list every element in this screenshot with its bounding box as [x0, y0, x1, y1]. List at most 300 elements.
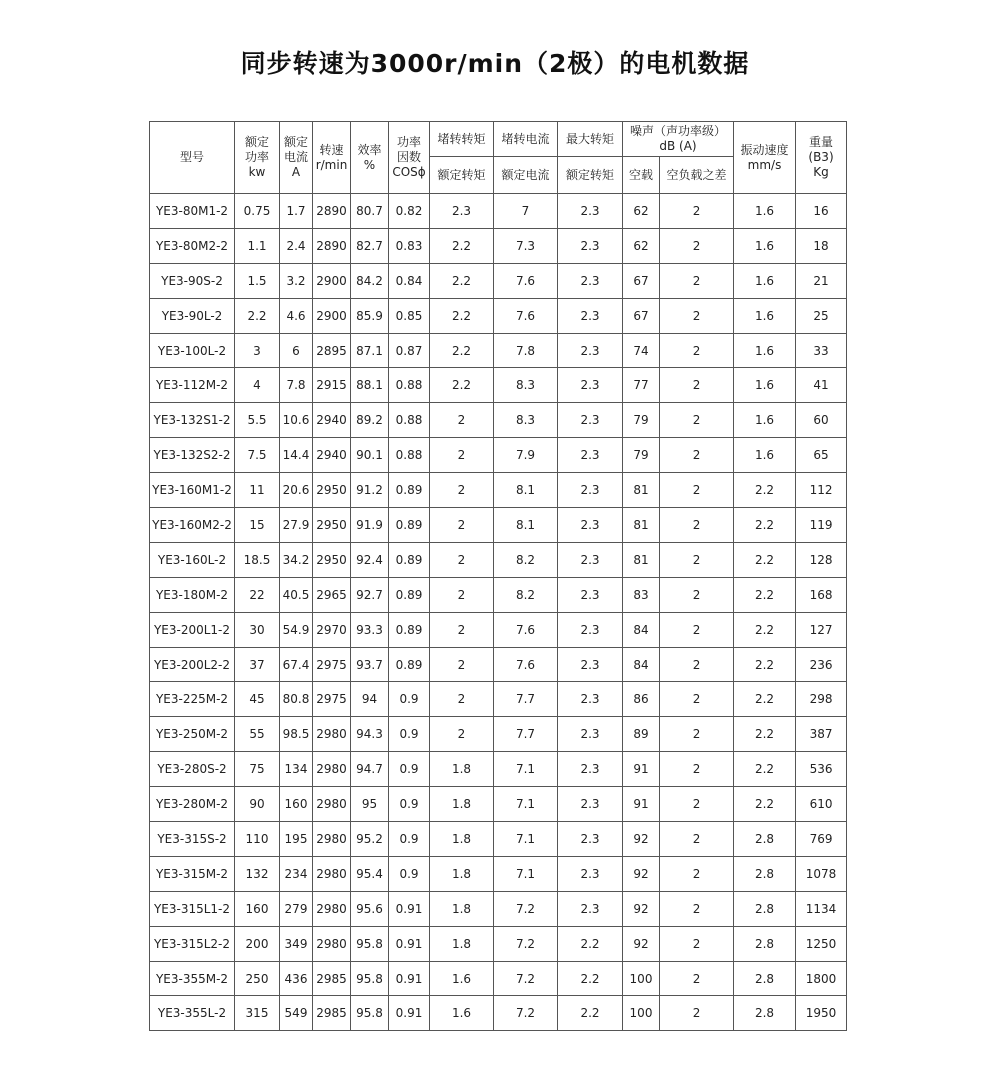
value-cell: 7.1 — [494, 856, 558, 891]
value-cell: 134 — [280, 752, 313, 787]
value-cell: 2.8 — [734, 926, 796, 961]
value-cell: 2980 — [313, 856, 351, 891]
value-cell: 168 — [796, 577, 847, 612]
value-cell: 1.8 — [430, 856, 494, 891]
value-cell: 55 — [235, 717, 280, 752]
model-cell: YE3-250M-2 — [150, 717, 235, 752]
value-cell: 0.84 — [389, 263, 430, 298]
value-cell: 2.3 — [558, 438, 623, 473]
value-cell: 7.7 — [494, 717, 558, 752]
value-cell: 2.8 — [734, 822, 796, 857]
value-cell: 315 — [235, 996, 280, 1031]
value-cell: 0.91 — [389, 996, 430, 1031]
value-cell: 110 — [235, 822, 280, 857]
value-cell: 298 — [796, 682, 847, 717]
value-cell: 2.3 — [558, 822, 623, 857]
model-cell: YE3-90L-2 — [150, 298, 235, 333]
value-cell: 1.8 — [430, 752, 494, 787]
value-cell: 2 — [430, 508, 494, 543]
value-cell: 2.2 — [734, 682, 796, 717]
value-cell: 5.5 — [235, 403, 280, 438]
value-cell: 2.3 — [558, 263, 623, 298]
value-cell: 18.5 — [235, 542, 280, 577]
table-row — [150, 194, 847, 229]
value-cell: 0.82 — [389, 194, 430, 229]
value-cell: 83 — [623, 577, 660, 612]
value-cell: 2.3 — [558, 194, 623, 229]
value-cell: 7 — [494, 194, 558, 229]
value-cell: 3 — [235, 333, 280, 368]
value-cell: 2.3 — [558, 787, 623, 822]
model-cell: YE3-160L-2 — [150, 542, 235, 577]
table-row — [150, 263, 847, 298]
value-cell: 2 — [660, 996, 734, 1031]
table-row — [150, 403, 847, 438]
value-cell: 2.2 — [430, 333, 494, 368]
value-cell: 2.3 — [558, 333, 623, 368]
value-cell: 18 — [796, 228, 847, 263]
value-cell: 94.3 — [351, 717, 389, 752]
table-row — [150, 298, 847, 333]
value-cell: 7.6 — [494, 612, 558, 647]
value-cell: 2 — [660, 368, 734, 403]
value-cell: 7.9 — [494, 438, 558, 473]
value-cell: 2.4 — [280, 228, 313, 263]
value-cell: 0.9 — [389, 682, 430, 717]
value-cell: 2.2 — [558, 926, 623, 961]
header-locked-current: 堵转电流 — [494, 122, 558, 157]
table-row — [150, 438, 847, 473]
value-cell: 2975 — [313, 647, 351, 682]
value-cell: 1.5 — [235, 263, 280, 298]
value-cell: 2980 — [313, 891, 351, 926]
value-cell: 549 — [280, 996, 313, 1031]
value-cell: 2950 — [313, 542, 351, 577]
model-cell: YE3-80M2-2 — [150, 228, 235, 263]
value-cell: 1.6 — [734, 263, 796, 298]
value-cell: 2.2 — [734, 473, 796, 508]
value-cell: 1.6 — [430, 961, 494, 996]
value-cell: 2 — [660, 298, 734, 333]
value-cell: 2 — [660, 926, 734, 961]
value-cell: 7.7 — [494, 682, 558, 717]
value-cell: 95.4 — [351, 856, 389, 891]
value-cell: 2 — [430, 542, 494, 577]
header-row — [150, 122, 847, 157]
value-cell: 2 — [660, 961, 734, 996]
header-vibration: 振动速度 mm/s — [734, 122, 796, 194]
value-cell: 1.6 — [734, 368, 796, 403]
value-cell: 349 — [280, 926, 313, 961]
table-row — [150, 473, 847, 508]
value-cell: 200 — [235, 926, 280, 961]
value-cell: 127 — [796, 612, 847, 647]
value-cell: 2.3 — [558, 368, 623, 403]
table-row — [150, 612, 847, 647]
value-cell: 7.2 — [494, 961, 558, 996]
value-cell: 11 — [235, 473, 280, 508]
model-cell: YE3-280M-2 — [150, 787, 235, 822]
subheader-rated-torque: 额定转矩 — [430, 157, 494, 194]
table-row — [150, 822, 847, 857]
value-cell: 2 — [660, 403, 734, 438]
value-cell: 2970 — [313, 612, 351, 647]
value-cell: 1078 — [796, 856, 847, 891]
value-cell: 0.91 — [389, 891, 430, 926]
header-max-torque: 最大转矩 — [558, 122, 623, 157]
model-cell: YE3-200L2-2 — [150, 647, 235, 682]
value-cell: 0.91 — [389, 926, 430, 961]
value-cell: 2 — [660, 647, 734, 682]
table-row — [150, 368, 847, 403]
model-cell: YE3-315L2-2 — [150, 926, 235, 961]
value-cell: 0.85 — [389, 298, 430, 333]
value-cell: 2 — [660, 194, 734, 229]
table-row — [150, 717, 847, 752]
value-cell: 2.2 — [430, 228, 494, 263]
value-cell: 92.4 — [351, 542, 389, 577]
table-row — [150, 333, 847, 368]
value-cell: 2 — [660, 263, 734, 298]
value-cell: 0.88 — [389, 438, 430, 473]
motor-data-table — [149, 121, 847, 1031]
value-cell: 92 — [623, 822, 660, 857]
value-cell: 1950 — [796, 996, 847, 1031]
value-cell: 2895 — [313, 333, 351, 368]
value-cell: 7.8 — [494, 333, 558, 368]
value-cell: 195 — [280, 822, 313, 857]
table-row — [150, 856, 847, 891]
page-title: 同步转速为3000r/min（2极）的电机数据 — [240, 49, 750, 78]
value-cell: 7.6 — [494, 298, 558, 333]
value-cell: 2 — [660, 717, 734, 752]
value-cell: 84 — [623, 647, 660, 682]
value-cell: 2.2 — [235, 298, 280, 333]
value-cell: 132 — [235, 856, 280, 891]
value-cell: 2.2 — [734, 787, 796, 822]
value-cell: 160 — [235, 891, 280, 926]
value-cell: 34.2 — [280, 542, 313, 577]
table-row — [150, 508, 847, 543]
value-cell: 2.3 — [558, 682, 623, 717]
value-cell: 91.9 — [351, 508, 389, 543]
header-noise: 噪声（声功率级） dB (A) — [623, 122, 734, 157]
value-cell: 2.3 — [558, 612, 623, 647]
model-cell: YE3-225M-2 — [150, 682, 235, 717]
value-cell: 0.9 — [389, 752, 430, 787]
value-cell: 7.3 — [494, 228, 558, 263]
value-cell: 2.2 — [734, 612, 796, 647]
value-cell: 2890 — [313, 194, 351, 229]
value-cell: 98.5 — [280, 717, 313, 752]
value-cell: 1.6 — [734, 333, 796, 368]
value-cell: 1.8 — [430, 787, 494, 822]
value-cell: 15 — [235, 508, 280, 543]
header-speed: 转速 r/min — [313, 122, 351, 194]
value-cell: 2 — [660, 508, 734, 543]
value-cell: 93.7 — [351, 647, 389, 682]
value-cell: 769 — [796, 822, 847, 857]
value-cell: 160 — [280, 787, 313, 822]
value-cell: 2 — [430, 717, 494, 752]
value-cell: 2980 — [313, 787, 351, 822]
value-cell: 91 — [623, 787, 660, 822]
header-efficiency: 效率 % — [351, 122, 389, 194]
value-cell: 100 — [623, 996, 660, 1031]
value-cell: 4 — [235, 368, 280, 403]
model-cell: YE3-132S2-2 — [150, 438, 235, 473]
value-cell: 88.1 — [351, 368, 389, 403]
value-cell: 0.89 — [389, 508, 430, 543]
value-cell: 1.1 — [235, 228, 280, 263]
value-cell: 1.6 — [734, 298, 796, 333]
value-cell: 1.6 — [430, 996, 494, 1031]
value-cell: 16 — [796, 194, 847, 229]
value-cell: 2 — [660, 752, 734, 787]
model-cell: YE3-315S-2 — [150, 822, 235, 857]
value-cell: 74 — [623, 333, 660, 368]
value-cell: 0.88 — [389, 403, 430, 438]
value-cell: 2.8 — [734, 891, 796, 926]
value-cell: 2985 — [313, 996, 351, 1031]
value-cell: 7.5 — [235, 438, 280, 473]
value-cell: 250 — [235, 961, 280, 996]
value-cell: 2900 — [313, 298, 351, 333]
value-cell: 2 — [660, 822, 734, 857]
value-cell: 2.2 — [430, 298, 494, 333]
value-cell: 2 — [660, 891, 734, 926]
value-cell: 95.8 — [351, 926, 389, 961]
value-cell: 67.4 — [280, 647, 313, 682]
value-cell: 0.75 — [235, 194, 280, 229]
value-cell: 2 — [430, 577, 494, 612]
value-cell: 234 — [280, 856, 313, 891]
value-cell: 2.3 — [558, 647, 623, 682]
value-cell: 92 — [623, 856, 660, 891]
value-cell: 0.9 — [389, 787, 430, 822]
value-cell: 279 — [280, 891, 313, 926]
model-cell: YE3-160M2-2 — [150, 508, 235, 543]
value-cell: 94.7 — [351, 752, 389, 787]
value-cell: 2.2 — [734, 577, 796, 612]
value-cell: 436 — [280, 961, 313, 996]
value-cell: 2.2 — [558, 996, 623, 1031]
value-cell: 91.2 — [351, 473, 389, 508]
table-row — [150, 542, 847, 577]
value-cell: 7.8 — [280, 368, 313, 403]
value-cell: 2 — [660, 542, 734, 577]
table-row — [150, 228, 847, 263]
value-cell: 1250 — [796, 926, 847, 961]
value-cell: 2.2 — [734, 752, 796, 787]
value-cell: 2 — [660, 856, 734, 891]
value-cell: 7.1 — [494, 752, 558, 787]
value-cell: 0.89 — [389, 612, 430, 647]
value-cell: 94 — [351, 682, 389, 717]
value-cell: 33 — [796, 333, 847, 368]
value-cell: 62 — [623, 228, 660, 263]
value-cell: 2.3 — [558, 891, 623, 926]
value-cell: 79 — [623, 438, 660, 473]
value-cell: 2.3 — [558, 403, 623, 438]
table-row — [150, 787, 847, 822]
value-cell: 0.89 — [389, 647, 430, 682]
subheader-rated-current: 额定电流 — [494, 157, 558, 194]
header-weight: 重量 (B3) Kg — [796, 122, 847, 194]
value-cell: 37 — [235, 647, 280, 682]
value-cell: 2.3 — [558, 752, 623, 787]
value-cell: 119 — [796, 508, 847, 543]
value-cell: 0.89 — [389, 473, 430, 508]
value-cell: 1.6 — [734, 194, 796, 229]
value-cell: 128 — [796, 542, 847, 577]
value-cell: 92 — [623, 891, 660, 926]
value-cell: 1.6 — [734, 228, 796, 263]
value-cell: 7.1 — [494, 822, 558, 857]
model-cell: YE3-80M1-2 — [150, 194, 235, 229]
value-cell: 2950 — [313, 473, 351, 508]
model-cell: YE3-100L-2 — [150, 333, 235, 368]
value-cell: 2.3 — [558, 542, 623, 577]
value-cell: 2.3 — [430, 194, 494, 229]
value-cell: 84.2 — [351, 263, 389, 298]
value-cell: 610 — [796, 787, 847, 822]
value-cell: 8.3 — [494, 368, 558, 403]
value-cell: 1.8 — [430, 822, 494, 857]
value-cell: 25 — [796, 298, 847, 333]
value-cell: 2 — [660, 228, 734, 263]
value-cell: 2.2 — [734, 717, 796, 752]
value-cell: 62 — [623, 194, 660, 229]
value-cell: 2.3 — [558, 577, 623, 612]
model-cell: YE3-280S-2 — [150, 752, 235, 787]
value-cell: 1.6 — [734, 438, 796, 473]
value-cell: 95.2 — [351, 822, 389, 857]
value-cell: 0.83 — [389, 228, 430, 263]
model-cell: YE3-112M-2 — [150, 368, 235, 403]
value-cell: 7.6 — [494, 263, 558, 298]
subheader-rated-torque-2: 额定转矩 — [558, 157, 623, 194]
model-cell: YE3-200L1-2 — [150, 612, 235, 647]
value-cell: 45 — [235, 682, 280, 717]
value-cell: 86 — [623, 682, 660, 717]
value-cell: 2.3 — [558, 508, 623, 543]
value-cell: 95 — [351, 787, 389, 822]
value-cell: 0.88 — [389, 368, 430, 403]
value-cell: 41 — [796, 368, 847, 403]
value-cell: 8.1 — [494, 473, 558, 508]
value-cell: 2 — [430, 473, 494, 508]
table-row — [150, 577, 847, 612]
value-cell: 7.2 — [494, 891, 558, 926]
value-cell: 7.1 — [494, 787, 558, 822]
value-cell: 0.9 — [389, 856, 430, 891]
table-body — [150, 194, 847, 1031]
value-cell: 95.6 — [351, 891, 389, 926]
value-cell: 2.2 — [734, 508, 796, 543]
value-cell: 84 — [623, 612, 660, 647]
table-row — [150, 961, 847, 996]
value-cell: 2 — [430, 438, 494, 473]
value-cell: 0.87 — [389, 333, 430, 368]
value-cell: 2 — [660, 787, 734, 822]
value-cell: 40.5 — [280, 577, 313, 612]
value-cell: 387 — [796, 717, 847, 752]
table-row — [150, 891, 847, 926]
value-cell: 2915 — [313, 368, 351, 403]
table-row — [150, 996, 847, 1031]
value-cell: 2 — [430, 403, 494, 438]
value-cell: 80.7 — [351, 194, 389, 229]
value-cell: 1800 — [796, 961, 847, 996]
model-cell: YE3-160M1-2 — [150, 473, 235, 508]
value-cell: 3.2 — [280, 263, 313, 298]
value-cell: 0.9 — [389, 717, 430, 752]
value-cell: 2 — [660, 577, 734, 612]
value-cell: 92 — [623, 926, 660, 961]
value-cell: 6 — [280, 333, 313, 368]
value-cell: 2.2 — [558, 961, 623, 996]
model-cell: YE3-90S-2 — [150, 263, 235, 298]
value-cell: 8.2 — [494, 577, 558, 612]
value-cell: 2.3 — [558, 473, 623, 508]
value-cell: 2 — [660, 682, 734, 717]
header-locked-torque: 堵转转矩 — [430, 122, 494, 157]
value-cell: 112 — [796, 473, 847, 508]
value-cell: 82.7 — [351, 228, 389, 263]
value-cell: 85.9 — [351, 298, 389, 333]
subheader-noload: 空载 — [623, 157, 660, 194]
value-cell: 2.3 — [558, 298, 623, 333]
value-cell: 2.3 — [558, 717, 623, 752]
table-row — [150, 682, 847, 717]
model-cell: YE3-315L1-2 — [150, 891, 235, 926]
value-cell: 2940 — [313, 438, 351, 473]
value-cell: 67 — [623, 263, 660, 298]
value-cell: 92.7 — [351, 577, 389, 612]
subheader-load-diff: 空负载之差 — [660, 157, 734, 194]
value-cell: 81 — [623, 473, 660, 508]
value-cell: 2980 — [313, 752, 351, 787]
value-cell: 2 — [660, 612, 734, 647]
value-cell: 60 — [796, 403, 847, 438]
value-cell: 2.8 — [734, 961, 796, 996]
value-cell: 21 — [796, 263, 847, 298]
value-cell: 2.2 — [430, 368, 494, 403]
value-cell: 65 — [796, 438, 847, 473]
value-cell: 27.9 — [280, 508, 313, 543]
value-cell: 1.7 — [280, 194, 313, 229]
table-row — [150, 752, 847, 787]
model-cell: YE3-315M-2 — [150, 856, 235, 891]
value-cell: 2890 — [313, 228, 351, 263]
value-cell: 2 — [430, 647, 494, 682]
value-cell: 2.2 — [430, 263, 494, 298]
value-cell: 22 — [235, 577, 280, 612]
value-cell: 2980 — [313, 926, 351, 961]
value-cell: 81 — [623, 508, 660, 543]
value-cell: 2 — [660, 438, 734, 473]
value-cell: 87.1 — [351, 333, 389, 368]
value-cell: 2.2 — [734, 542, 796, 577]
value-cell: 80.8 — [280, 682, 313, 717]
model-cell: YE3-355M-2 — [150, 961, 235, 996]
value-cell: 81 — [623, 542, 660, 577]
value-cell: 7.2 — [494, 996, 558, 1031]
value-cell: 536 — [796, 752, 847, 787]
value-cell: 1.8 — [430, 891, 494, 926]
header-power: 额定 功率 kw — [235, 122, 280, 194]
